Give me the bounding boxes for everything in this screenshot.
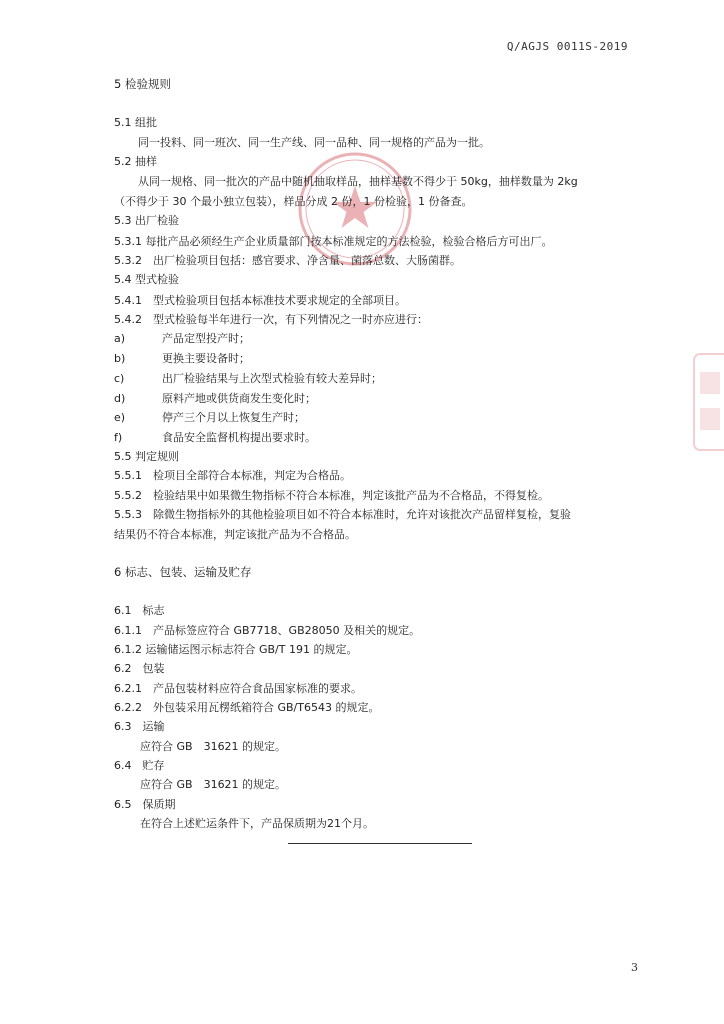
- end-rule: [288, 843, 472, 844]
- list-item: [114, 350, 250, 366]
- list-item-tag: d): [114, 392, 126, 405]
- list-item-text: 食品安全监督机构提出要求时。: [162, 431, 316, 444]
- list-item: [114, 409, 305, 425]
- section-5-1-body: 同一投料、同一班次、同一生产线、同一品种、同一规格的产品为一批。: [138, 136, 490, 149]
- list-item: [114, 390, 316, 406]
- list-item-tag: f): [114, 431, 123, 444]
- section-6-2-2: 6.2.2 外包装采用瓦楞纸箱符合 GB/T6543 的规定。: [114, 701, 380, 714]
- section-6-1-heading: 6.1 标志: [114, 604, 165, 617]
- list-item-tag: a): [114, 332, 126, 345]
- company-seal-stamp: [296, 150, 414, 268]
- list-item-tag: c): [114, 372, 125, 385]
- section-5-title: 5 检验规则: [114, 77, 171, 91]
- section-5-4-1: 5.4.1 型式检验项目包括本标准技术要求规定的全部项目。: [114, 294, 406, 307]
- section-6-2-heading: 6.2 包装: [114, 662, 165, 675]
- list-item-text: 产品定型投产时；: [162, 332, 250, 345]
- section-6-3-heading: 6.3 运输: [114, 720, 165, 733]
- list-item-text: 原料产地或供货商发生变化时；: [162, 392, 316, 405]
- section-5-5-1: 5.5.1 检项目全部符合本标准，判定为合格品。: [114, 469, 351, 482]
- section-5-1-heading: 5.1 组批: [114, 116, 157, 129]
- section-6-title: 6 标志、包装、运输及贮存: [114, 565, 252, 579]
- section-5-4-2: 5.4.2 型式检验每半年进行一次，有下列情况之一时亦应进行：: [114, 313, 428, 326]
- list-item-text: 停产三个月以上恢复生产时；: [162, 411, 305, 424]
- section-6-4-body: 应符合 GB 31621 的规定。: [140, 778, 287, 791]
- section-6-1-2: 6.1.2 运输储运图示标志符合 GB/T 191 的规定。: [114, 643, 358, 656]
- section-6-5-heading: 6.5 保质期: [114, 798, 176, 811]
- section-5-3-2: 5.3.2 出厂检验项目包括：感官要求、净含量、菌落总数、大肠菌群。: [114, 254, 461, 267]
- list-item: [114, 370, 382, 386]
- section-6-2-1: 6.2.1 产品包装材料应符合食品国家标准的要求。: [114, 682, 362, 695]
- list-item-text: 出厂检验结果与上次型式检验有较大差异时；: [162, 372, 382, 385]
- section-5-2-heading: 5.2 抽样: [114, 155, 157, 168]
- section-5-5-3-line2: 结果仍不符合本标准，判定该批产品为不合格品。: [114, 528, 356, 541]
- section-5-2-body-line2: （不得少于 30 个最小独立包装），样品分成 2 份，1 份检验，1 份备查。: [114, 195, 473, 208]
- section-5-3-1: 5.3.1 每批产品必须经生产企业质量部门按本标准规定的方法检验，检验合格后方可出厂。: [114, 235, 553, 248]
- list-item: [114, 330, 250, 346]
- list-item-text: 更换主要设备时；: [162, 352, 250, 365]
- section-5-2-body-line1: 从同一规格、同一批次的产品中随机抽取样品，抽样基数不得少于 50kg，抽样数量为 2kg: [138, 175, 578, 188]
- list-item-tag: e): [114, 411, 126, 424]
- section-5-5-2: 5.5.2 检验结果中如果微生物指标不符合本标准，判定该批产品为不合格品，不得复检。: [114, 489, 549, 502]
- section-6-1-1: 6.1.1 产品标签应符合 GB7718、GB28050 及相关的规定。: [114, 624, 421, 637]
- page-number: 3: [631, 961, 638, 974]
- section-5-5-3-line1: 5.5.3 除微生物指标外的其他检验项目如不符合本标准时，允许对该批次产品留样复检，复验: [114, 508, 571, 521]
- section-5-4-heading: 5.4 型式检验: [114, 273, 179, 286]
- section-5-5-heading: 5.5 判定规则: [114, 450, 179, 463]
- section-6-4-heading: 6.4 贮存: [114, 759, 165, 772]
- side-seal-fragment: [692, 352, 724, 452]
- list-item: [114, 429, 316, 445]
- section-6-3-body: 应符合 GB 31621 的规定。: [140, 740, 287, 753]
- section-6-5-body: 在符合上述贮运条件下，产品保质期为21个月。: [140, 817, 374, 830]
- list-item-tag: b): [114, 352, 126, 365]
- document-code: Q/AGJS 0011S-2019: [506, 40, 628, 53]
- section-5-3-heading: 5.3 出厂检验: [114, 214, 179, 227]
